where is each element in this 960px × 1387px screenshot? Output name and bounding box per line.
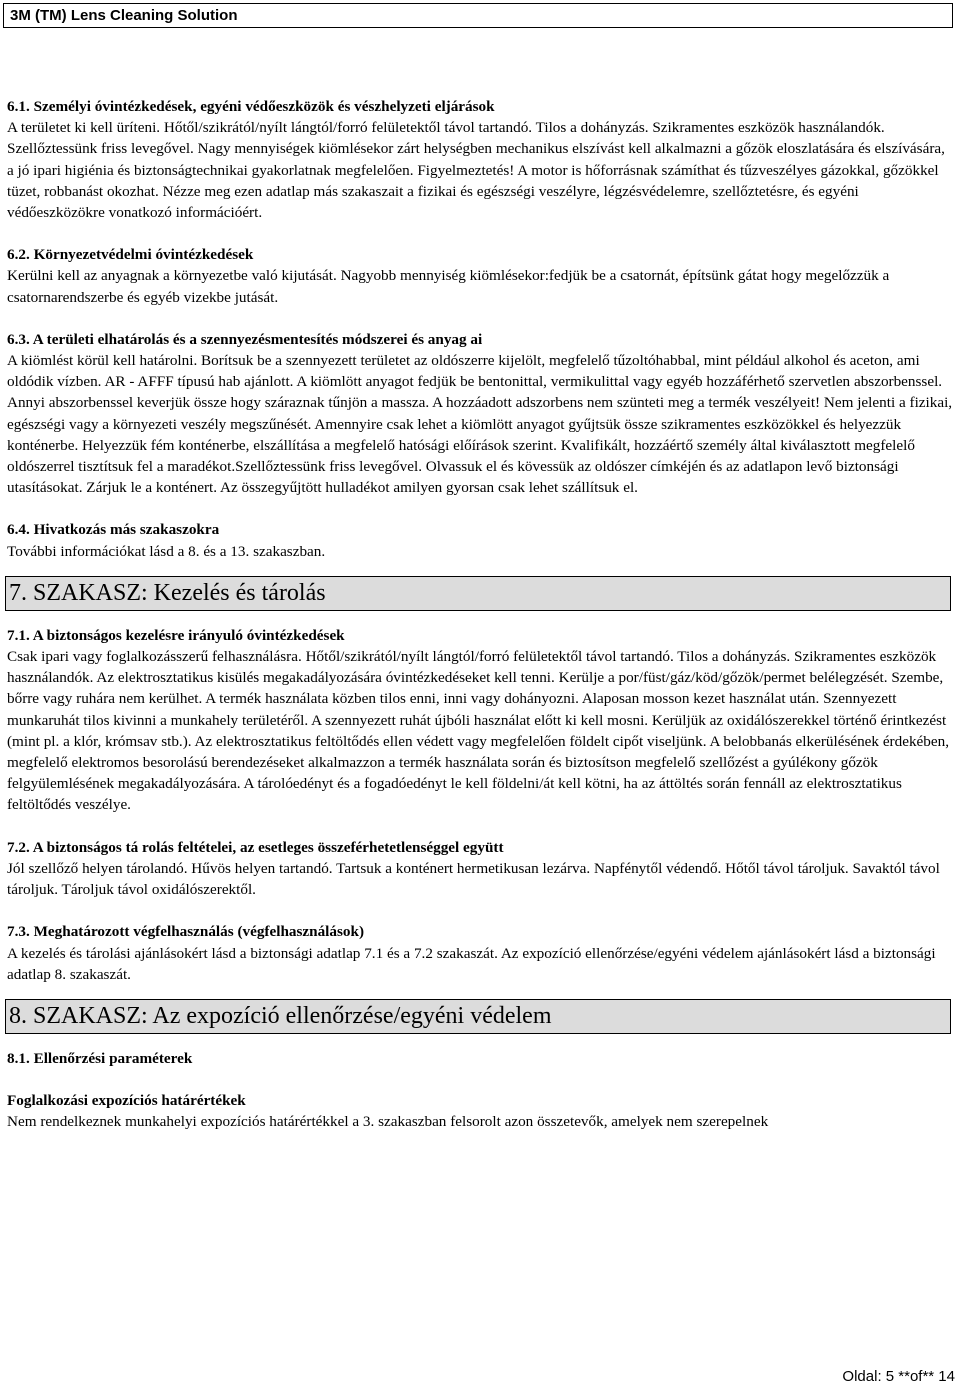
text-7-2: Jól szellőző helyen tárolandó. Hűvös helyen tartandó. Tartsuk a konténert hermetikusan lezárva. Napfénytől védendő. Hőtől távol tároljuk. Savaktól távol tároljuk. Tároljuk távol oxidálószerektől. [7, 859, 940, 899]
section-7-title: 7. SZAKASZ: Kezelés és tárolás [5, 576, 951, 611]
product-title: 3M (TM) Lens Cleaning Solution [10, 7, 238, 24]
text-7-1: Csak ipari vagy foglalkozásszerű felhasználásra. Hőtől/szikrától/nyílt lángtól/forró felületektől távol tartandó. Tilos a dohányzás. Szikramentes eszközök használandók. Az elektrosztatikus kisülés megakadályozására óvintézkedéseket kell tenni. Kerülje a por/füst/gáz/köd/gőzök/permet belélegzését. Szembe, bőrre vagy ruhára nem kerülhet. A termék használata közben tilos enni, inni vagy dohányozni. Alaposan mosson kezet használat után. Szennyezett munkaruhát tilos kivinni a munkahely területéről. A szennyezett ruhát újbóli használat előtt ki kell mosni. Kerüljük az oxidálószerekkel történő érintkezést (mint pl. a klór, krómsav stb.). Az elektrosztatikus feltöltődés ellen védett vagy megfelelően földelt cipőt viseljünk. A belobbanás elkerülésének érdekében, megfelelő elektromos besorolású berendezéseket alkalmazzon a termék használata során és biztosítson megfelelő szellőzést a gyúlékony gőzök felgyülemlésének megakadályozására. A tárolóedényt és a fogadóedényt le kell földelni/át kell kötni, ha az áttöltés során fennáll az elektrosztatikus feltöltődés veszélye. [7, 648, 950, 814]
text-6-3: A kiömlést körül kell határolni. Borítsuk be a szennyezett területet az oldószerre kijelölt, megfelelő tűzoltóhabbal, mint például alkohol és aceton, ami oldódik vízben. AR - AFFF típusú hab ajánlott. A kiömlött anyagot fedjük be bentonittal, vermikulittal vagy egyéb hozzáférhető szervetlen abszorbenssel. Annyi abszorbenssel keverjük össze hogy száraznak tűnjön a massza. A hozzáadott adszorbens nem szünteti meg a termék veszélyeit! Nem jelenti a fizikai, egészségi vagy a környezeti veszély megszűnését. Amennyire csak lehet a kiömlött anyagot gyűjtsük össze szikramentes eszközökkel és helyezzük konténerbe. Helyezzük fém konténerbe, elszállítása a megfelelő hatósági előírások szerint. Kvalifikált, hozzáértő személy által kiválasztott megfelelő oldószerrel tisztítsuk fel a maradékot.Szellőztessünk friss levegővel. Olvassuk el és kövessük az oldószer címkéjén és az adatlapon levő biztonsági utasításokat. Zárjuk le a konténert. Az összegyűjtött hulladékot amilyen gyorsan csak lehet szállítsuk el. [7, 352, 953, 497]
heading-6-4: 6.4. Hivatkozás más szakaszokra [7, 521, 220, 539]
heading-7-2: 7.2. A biztonságos tá rolás feltételei, az esetleges összeférhetetlenséggel együtt [7, 838, 504, 856]
document-header [3, 3, 953, 28]
page-number: Oldal: 5 **of** 14 [842, 1368, 955, 1385]
heading-7-1: 7.1. A biztonságos kezelésre irányuló óvintézkedések [7, 626, 345, 644]
heading-7-3: 7.3. Meghatározott végfelhasználás (végfelhasználások) [7, 923, 365, 941]
heading-6-2: 6.2. Környezetvédelmi óvintézkedések [7, 246, 254, 264]
text-7-3: A kezelés és tárolási ajánlásokért lásd a biztonsági adatlap 7.1 és a 7.2 szakaszát. Az expozíció ellenőrzése/egyéni védelem ajánlásokért lásd a biztonsági adatlap 8. szakaszát. [7, 944, 936, 983]
heading-6-3: 6.3. A területi elhatárolás és a szennyezésmentesítés módszerei és anyag ai [7, 330, 483, 348]
text-6-1: A területet ki kell üríteni. Hőtől/szikrától/nyílt lángtól/forró felületektől távol tartandó. Tilos a dohányzás. Szikramentes eszközök használandók. Szellőztessünk friss levegővel. Nagy mennyiségek kiömlésekor zárt helységben mechanikus elszívást kell alkalmazni a gőzök eloszlatására és elszívására, a jó ipari higiénia és biztonságtechnikai gyakorlatnak megfelelően. Figyelmeztetés! A motor is hőforrásnak számíthat és tűzveszélyes gázokkal, gőzökkel tüzet, robbanást okozhat. Nézze meg ezen adatlap más szakaszait a fizikai és egészségi veszélyre, légzésvédelemre, szellőztetésre, és egyéni védőeszközökre vonatkozó információért. [7, 119, 945, 222]
heading-occupational-limits: Foglalkozási expozíciós határértékek [7, 1092, 246, 1110]
text-occupational-limits: Nem rendelkeznek munkahelyi expozíciós határértékkel a 3. szakaszban felsorolt azon összetevők, amelyek nem szerepelnek [7, 1113, 769, 1131]
text-6-2: Kerülni kell az anyagnak a környezetbe való kijutását. Nagyobb mennyiség kiömlésekor:fedjük be a csatornát, építsünk gátat hogy megelőzzük a csatornarendszerbe és egyéb vizekbe jutását. [7, 267, 890, 306]
heading-6-1: 6.1. Személyi óvintézkedések, egyéni védőeszközök és vészhelyzeti eljárások [7, 98, 495, 115]
section-8-title: 8. SZAKASZ: Az expozíció ellenőrzése/egyéni védelem [5, 999, 951, 1034]
text-6-4: További információkat lásd a 8. és a 13. szakaszban. [7, 542, 326, 560]
document-body [7, 96, 953, 1133]
heading-8-1: 8.1. Ellenőrzési paraméterek [7, 1049, 193, 1067]
